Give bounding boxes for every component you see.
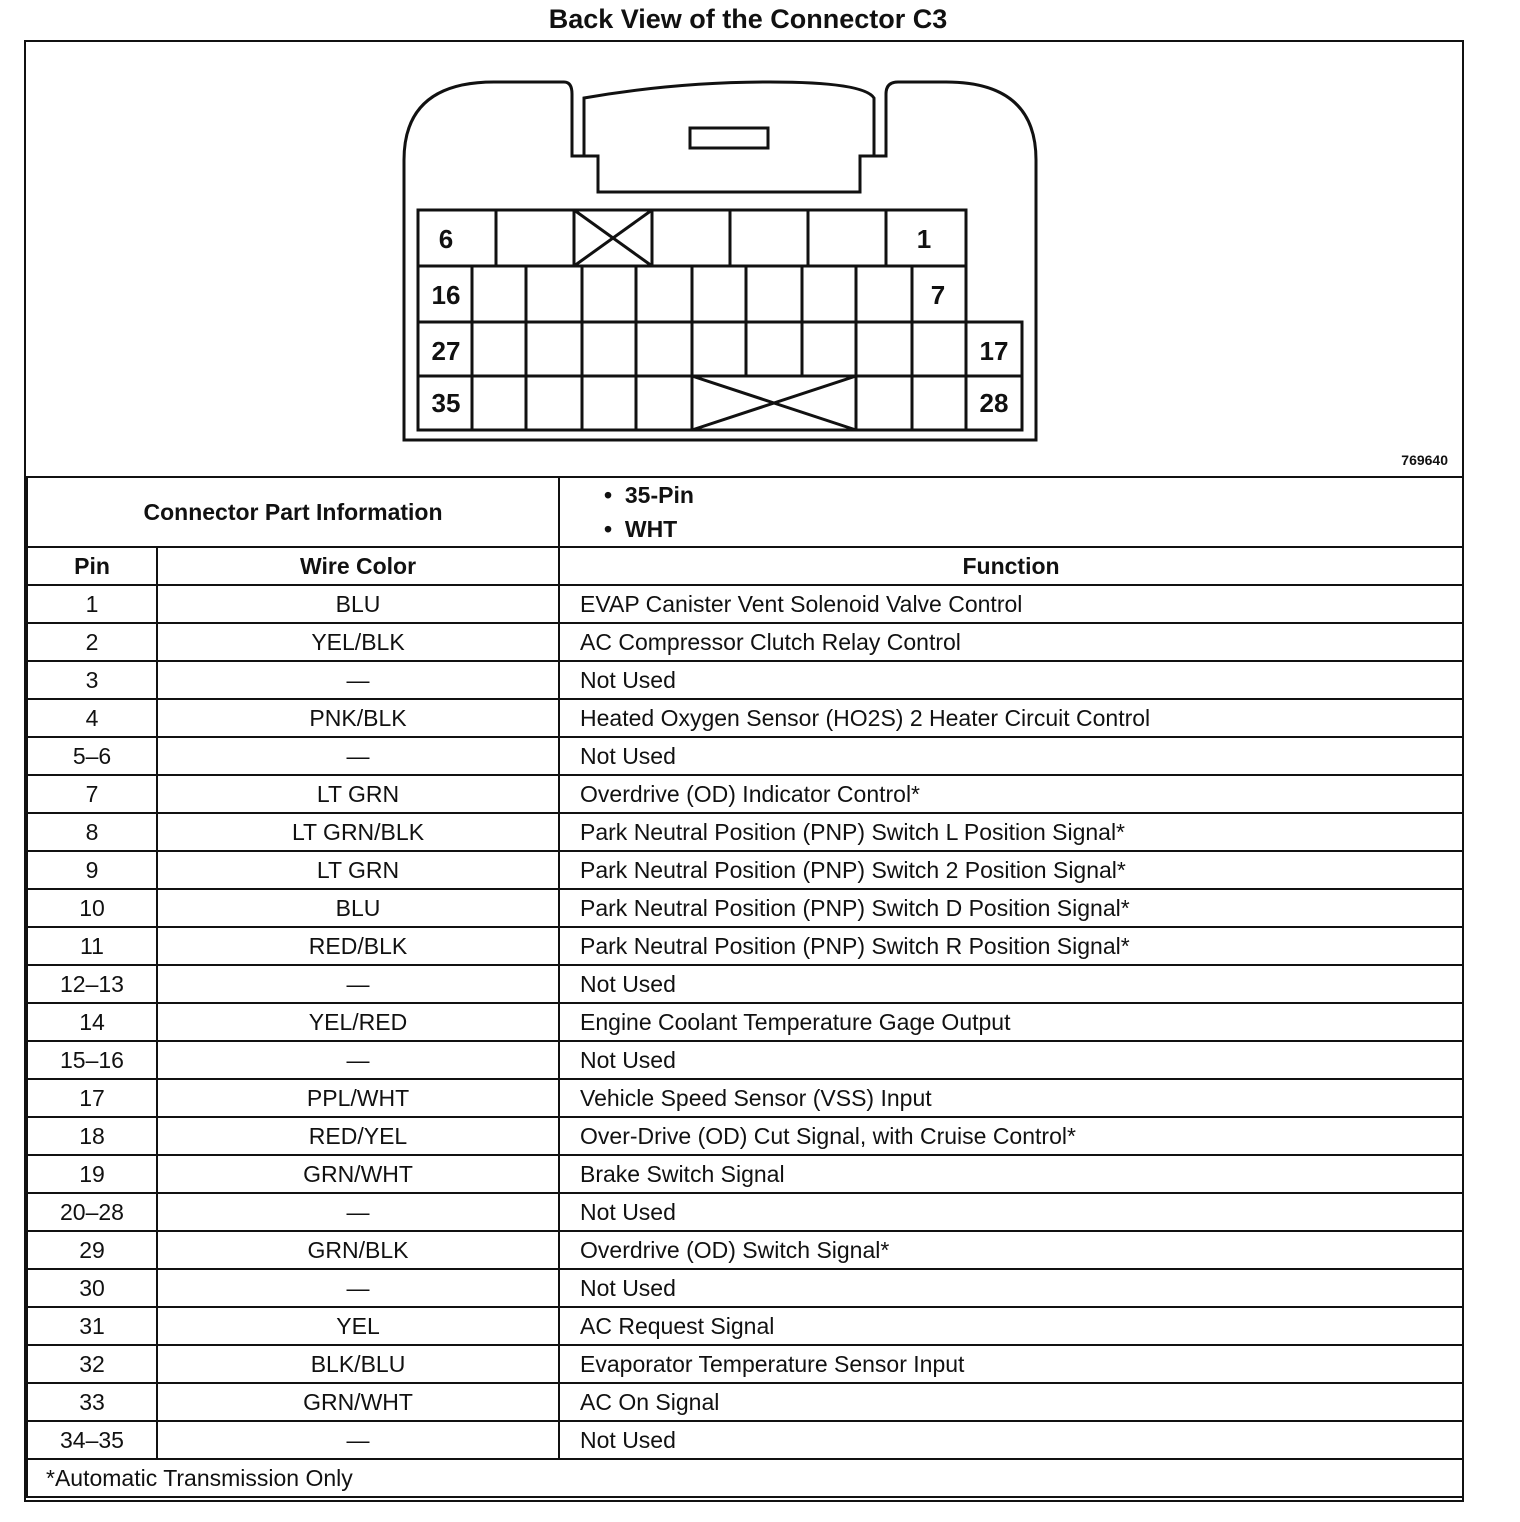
pin-cell: 8 bbox=[27, 813, 157, 851]
pin-cell: 9 bbox=[27, 851, 157, 889]
connector-latch bbox=[584, 82, 874, 156]
table-row bbox=[27, 851, 1463, 889]
pin-label-1: 1 bbox=[916, 224, 932, 254]
wire-color-cell: YEL/RED bbox=[157, 1003, 559, 1041]
header-wire-color: Wire Color bbox=[157, 547, 559, 585]
table-row bbox=[27, 1383, 1463, 1421]
wire-color-cell: PPL/WHT bbox=[157, 1079, 559, 1117]
pin-label-28: 28 bbox=[979, 388, 1009, 418]
footnote: *Automatic Transmission Only bbox=[27, 1459, 1463, 1497]
connector-frame bbox=[24, 40, 1464, 1502]
pin-label-6: 6 bbox=[438, 224, 454, 254]
wire-color-cell: — bbox=[157, 1193, 559, 1231]
pin-label-27: 27 bbox=[431, 336, 461, 366]
function-cell: Not Used bbox=[559, 1041, 1463, 1079]
part-info-label: Connector Part Information bbox=[27, 477, 559, 547]
function-cell: AC On Signal bbox=[559, 1383, 1463, 1421]
connector-diagram bbox=[26, 42, 1462, 476]
table-row bbox=[27, 965, 1463, 1003]
table-row bbox=[27, 775, 1463, 813]
table-row bbox=[27, 623, 1463, 661]
part-info-list bbox=[559, 477, 1463, 547]
pin-cell: 29 bbox=[27, 1231, 157, 1269]
pin-cell: 17 bbox=[27, 1079, 157, 1117]
function-cell: AC Request Signal bbox=[559, 1307, 1463, 1345]
part-info-row bbox=[27, 477, 1463, 547]
function-cell: Park Neutral Position (PNP) Switch L Position Signal* bbox=[559, 813, 1463, 851]
function-cell: Engine Coolant Temperature Gage Output bbox=[559, 1003, 1463, 1041]
function-cell: Overdrive (OD) Switch Signal* bbox=[559, 1231, 1463, 1269]
pin-cell: 30 bbox=[27, 1269, 157, 1307]
part-info-item: • 35-Pin bbox=[604, 482, 694, 508]
wire-color-cell: YEL/BLK bbox=[157, 623, 559, 661]
table-row bbox=[27, 585, 1463, 623]
wire-color-cell: — bbox=[157, 661, 559, 699]
function-cell: Not Used bbox=[559, 661, 1463, 699]
table-row bbox=[27, 737, 1463, 775]
wire-color-cell: LT GRN bbox=[157, 851, 559, 889]
pin-cell: 2 bbox=[27, 623, 157, 661]
pinout-table bbox=[26, 476, 1464, 1498]
function-cell: EVAP Canister Vent Solenoid Valve Control bbox=[559, 585, 1463, 623]
table-row bbox=[27, 813, 1463, 851]
table-row bbox=[27, 1079, 1463, 1117]
part-info-item: • WHT bbox=[604, 516, 678, 542]
table-row bbox=[27, 1269, 1463, 1307]
pin-cell: 7 bbox=[27, 775, 157, 813]
pin-cell: 4 bbox=[27, 699, 157, 737]
pin-cell: 1 bbox=[27, 585, 157, 623]
function-cell: Not Used bbox=[559, 1193, 1463, 1231]
function-cell: Over-Drive (OD) Cut Signal, with Cruise Control* bbox=[559, 1117, 1463, 1155]
figure-id: 769640 bbox=[1401, 452, 1448, 468]
function-cell: Park Neutral Position (PNP) Switch 2 Position Signal* bbox=[559, 851, 1463, 889]
pin-cell: 18 bbox=[27, 1117, 157, 1155]
wire-color-cell: RED/YEL bbox=[157, 1117, 559, 1155]
wire-color-cell: RED/BLK bbox=[157, 927, 559, 965]
table-row bbox=[27, 661, 1463, 699]
pin-cell: 32 bbox=[27, 1345, 157, 1383]
pin-label-16: 16 bbox=[431, 280, 461, 310]
pin-cell: 33 bbox=[27, 1383, 157, 1421]
wire-color-cell: YEL bbox=[157, 1307, 559, 1345]
function-cell: Park Neutral Position (PNP) Switch D Position Signal* bbox=[559, 889, 1463, 927]
function-cell: AC Compressor Clutch Relay Control bbox=[559, 623, 1463, 661]
wire-color-cell: PNK/BLK bbox=[157, 699, 559, 737]
table-row bbox=[27, 699, 1463, 737]
connector-drawing bbox=[26, 42, 1462, 476]
table-row bbox=[27, 889, 1463, 927]
function-cell: Not Used bbox=[559, 1421, 1463, 1459]
wire-color-cell: GRN/WHT bbox=[157, 1383, 559, 1421]
pin-cell: 10 bbox=[27, 889, 157, 927]
table-row bbox=[27, 927, 1463, 965]
wire-color-cell: BLU bbox=[157, 585, 559, 623]
function-cell: Evaporator Temperature Sensor Input bbox=[559, 1345, 1463, 1383]
wire-color-cell: BLK/BLU bbox=[157, 1345, 559, 1383]
wire-color-cell: GRN/BLK bbox=[157, 1231, 559, 1269]
pin-cell: 3 bbox=[27, 661, 157, 699]
wire-color-cell: — bbox=[157, 965, 559, 1003]
table-row bbox=[27, 1193, 1463, 1231]
table-row bbox=[27, 1307, 1463, 1345]
latch-slot bbox=[690, 128, 768, 148]
table-row bbox=[27, 1155, 1463, 1193]
wire-color-cell: GRN/WHT bbox=[157, 1155, 559, 1193]
pin-cell: 5–6 bbox=[27, 737, 157, 775]
table-row bbox=[27, 1421, 1463, 1459]
pin-label-7: 7 bbox=[930, 280, 946, 310]
table-row bbox=[27, 1231, 1463, 1269]
wire-color-cell: — bbox=[157, 737, 559, 775]
pin-cell: 14 bbox=[27, 1003, 157, 1041]
pin-cell: 20–28 bbox=[27, 1193, 157, 1231]
pin-cell: 31 bbox=[27, 1307, 157, 1345]
table-row bbox=[27, 1041, 1463, 1079]
function-cell: Not Used bbox=[559, 737, 1463, 775]
function-cell: Park Neutral Position (PNP) Switch R Position Signal* bbox=[559, 927, 1463, 965]
function-cell: Overdrive (OD) Indicator Control* bbox=[559, 775, 1463, 813]
pin-label-35: 35 bbox=[431, 388, 461, 418]
wire-color-cell: LT GRN bbox=[157, 775, 559, 813]
function-cell: Not Used bbox=[559, 1269, 1463, 1307]
function-cell: Not Used bbox=[559, 965, 1463, 1003]
wire-color-cell: — bbox=[157, 1421, 559, 1459]
table-row bbox=[27, 1345, 1463, 1383]
pin-cell: 11 bbox=[27, 927, 157, 965]
pin-cell: 19 bbox=[27, 1155, 157, 1193]
table-row bbox=[27, 1003, 1463, 1041]
page-title: Back View of the Connector C3 bbox=[548, 4, 948, 34]
function-cell: Vehicle Speed Sensor (VSS) Input bbox=[559, 1079, 1463, 1117]
pin-cell: 15–16 bbox=[27, 1041, 157, 1079]
header-row bbox=[27, 547, 1463, 585]
wire-color-cell: LT GRN/BLK bbox=[157, 813, 559, 851]
header-pin: Pin bbox=[27, 547, 157, 585]
wire-color-cell: BLU bbox=[157, 889, 559, 927]
function-cell: Heated Oxygen Sensor (HO2S) 2 Heater Circuit Control bbox=[559, 699, 1463, 737]
pin-cell: 34–35 bbox=[27, 1421, 157, 1459]
pin-label-17: 17 bbox=[979, 336, 1009, 366]
wire-color-cell: — bbox=[157, 1269, 559, 1307]
wire-color-cell: — bbox=[157, 1041, 559, 1079]
header-function: Function bbox=[559, 547, 1463, 585]
pin-cell: 12–13 bbox=[27, 965, 157, 1003]
function-cell: Brake Switch Signal bbox=[559, 1155, 1463, 1193]
table-row bbox=[27, 1117, 1463, 1155]
footnote-row bbox=[27, 1459, 1463, 1497]
